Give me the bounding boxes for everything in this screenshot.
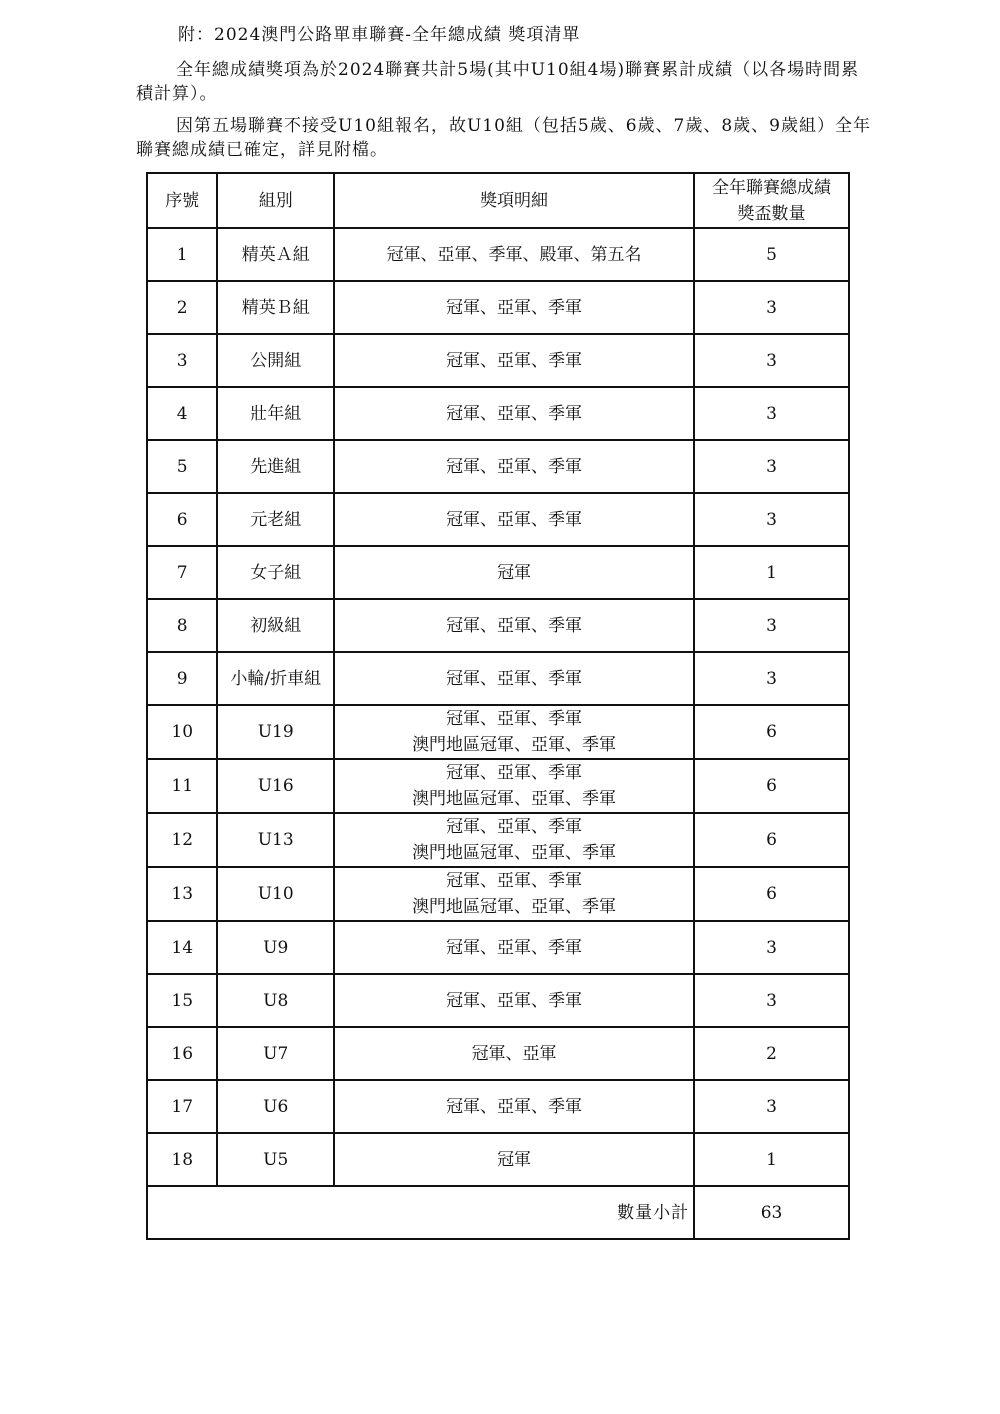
row-detail-line2: 澳門地區冠軍、亞軍、季軍 — [412, 735, 617, 755]
row-detail-line1: 冠軍、亞軍、季軍 — [446, 403, 583, 424]
row-group: 小輪/折車組 — [217, 652, 334, 705]
row-detail — [334, 705, 694, 759]
row-detail-line1: 冠軍、亞軍、季軍 — [446, 456, 583, 477]
row-group: 元老組 — [217, 493, 334, 546]
row-no: 10 — [147, 705, 217, 759]
header-count-line1: 全年聯賽總成績 — [712, 177, 832, 198]
row-count: 6 — [694, 759, 849, 813]
row-group: U13 — [217, 813, 334, 867]
row-detail-line2: 澳門地區冠軍、亞軍、季軍 — [412, 843, 617, 863]
row-no: 8 — [147, 599, 217, 652]
note-text: 因第五場聯賽不接受U10組報名，故U10組（包括5歲、6歲、7歲、8歲、9歲組）全年聯賽總成績已確定，詳見附檔。 — [136, 116, 871, 160]
row-count: 6 — [694, 867, 849, 921]
table-row — [147, 1133, 849, 1186]
row-no: 18 — [147, 1133, 217, 1186]
row-count: 3 — [694, 387, 849, 440]
row-group: 精英Ｂ組 — [217, 281, 334, 334]
row-no: 3 — [147, 334, 217, 387]
row-count: 6 — [694, 705, 849, 759]
document-title: 附：2024澳門公路單車聯賽-全年總成績 獎項清單 — [178, 25, 581, 45]
table-row — [147, 546, 849, 599]
table-row — [147, 387, 849, 440]
row-count: 5 — [694, 228, 849, 281]
awards-table — [146, 172, 850, 1240]
table-row — [147, 705, 849, 759]
row-detail — [334, 228, 694, 281]
row-count: 3 — [694, 921, 849, 974]
header-count — [694, 173, 849, 228]
row-detail-line2: 澳門地區冠軍、亞軍、季軍 — [412, 897, 617, 917]
table-body — [147, 228, 849, 1186]
row-detail — [334, 1080, 694, 1133]
intro-text: 全年總成績獎項為於2024聯賽共計5場(其中U10組4場)聯賽累計成績（以各場時間累積計算）。 — [136, 60, 860, 104]
row-no: 12 — [147, 813, 217, 867]
table-row — [147, 334, 849, 387]
table-row — [147, 228, 849, 281]
row-detail-line1: 冠軍、亞軍、季軍 — [446, 1096, 583, 1117]
row-detail-line1: 冠軍、亞軍、季軍 — [446, 990, 583, 1011]
row-detail-line1: 冠軍、亞軍、季軍 — [446, 350, 583, 371]
row-count: 3 — [694, 281, 849, 334]
row-detail — [334, 867, 694, 921]
row-no: 9 — [147, 652, 217, 705]
row-count: 3 — [694, 493, 849, 546]
row-group: U9 — [217, 921, 334, 974]
row-detail-line1: 冠軍、亞軍、季軍 — [446, 817, 583, 837]
row-no: 14 — [147, 921, 217, 974]
row-count: 3 — [694, 1080, 849, 1133]
row-count: 3 — [694, 334, 849, 387]
row-detail-line1: 冠軍、亞軍、季軍 — [446, 615, 583, 636]
row-group: U16 — [217, 759, 334, 813]
row-detail — [334, 493, 694, 546]
row-count: 2 — [694, 1027, 849, 1080]
row-detail — [334, 387, 694, 440]
table-row — [147, 867, 849, 921]
row-no: 13 — [147, 867, 217, 921]
row-no: 2 — [147, 281, 217, 334]
table-row — [147, 440, 849, 493]
row-detail — [334, 440, 694, 493]
header-count-line2: 獎盃數量 — [737, 203, 806, 224]
note-paragraph — [136, 114, 876, 162]
row-group: U8 — [217, 974, 334, 1027]
table-row — [147, 1027, 849, 1080]
row-detail — [334, 1027, 694, 1080]
row-no: 1 — [147, 228, 217, 281]
row-group: U19 — [217, 705, 334, 759]
row-count: 1 — [694, 546, 849, 599]
row-detail-line1: 冠軍、亞軍 — [471, 1043, 557, 1064]
row-detail-line1: 冠軍 — [497, 562, 532, 583]
row-no: 5 — [147, 440, 217, 493]
header-detail: 獎項明細 — [334, 173, 694, 228]
row-no: 4 — [147, 387, 217, 440]
row-count: 6 — [694, 813, 849, 867]
table-row — [147, 813, 849, 867]
row-count: 3 — [694, 440, 849, 493]
row-detail — [334, 599, 694, 652]
table-row — [147, 493, 849, 546]
row-no: 7 — [147, 546, 217, 599]
row-detail-line1: 冠軍、亞軍、季軍、殿軍、第五名 — [386, 244, 642, 265]
table-row — [147, 1080, 849, 1133]
row-no: 16 — [147, 1027, 217, 1080]
row-group: 公開組 — [217, 334, 334, 387]
row-count: 1 — [694, 1133, 849, 1186]
row-detail-line1: 冠軍、亞軍、季軍 — [446, 709, 583, 729]
row-group: 先進組 — [217, 440, 334, 493]
row-detail-line1: 冠軍、亞軍、季軍 — [446, 509, 583, 530]
row-count: 3 — [694, 652, 849, 705]
row-detail — [334, 281, 694, 334]
row-detail-line2: 澳門地區冠軍、亞軍、季軍 — [412, 789, 617, 809]
row-no: 11 — [147, 759, 217, 813]
row-count: 3 — [694, 974, 849, 1027]
row-detail-line1: 冠軍、亞軍、季軍 — [446, 763, 583, 783]
row-detail — [334, 974, 694, 1027]
row-group: 精英Ａ組 — [217, 228, 334, 281]
row-no: 17 — [147, 1080, 217, 1133]
row-detail-line1: 冠軍、亞軍、季軍 — [446, 937, 583, 958]
row-group: U6 — [217, 1080, 334, 1133]
subtotal-label: 數量小計 — [147, 1186, 694, 1239]
row-group: U7 — [217, 1027, 334, 1080]
subtotal-value: 63 — [694, 1186, 849, 1239]
row-no: 15 — [147, 974, 217, 1027]
row-detail — [334, 813, 694, 867]
row-no: 6 — [147, 493, 217, 546]
row-detail-line1: 冠軍、亞軍、季軍 — [446, 668, 583, 689]
row-group: 壯年組 — [217, 387, 334, 440]
row-detail — [334, 921, 694, 974]
row-detail — [334, 546, 694, 599]
row-detail-line1: 冠軍、亞軍、季軍 — [446, 871, 583, 891]
header-group: 組別 — [217, 173, 334, 228]
intro-paragraph — [136, 58, 876, 106]
header-no: 序號 — [147, 173, 217, 228]
row-detail — [334, 334, 694, 387]
row-group: U10 — [217, 867, 334, 921]
row-group: 女子組 — [217, 546, 334, 599]
subtotal-row — [147, 1186, 849, 1239]
table-row — [147, 599, 849, 652]
row-detail-line1: 冠軍 — [497, 1149, 532, 1170]
row-detail — [334, 652, 694, 705]
table-header-row — [147, 173, 849, 228]
row-group: 初級組 — [217, 599, 334, 652]
table-row — [147, 652, 849, 705]
row-detail — [334, 759, 694, 813]
row-group: U5 — [217, 1133, 334, 1186]
row-detail-line1: 冠軍、亞軍、季軍 — [446, 297, 583, 318]
row-count: 3 — [694, 599, 849, 652]
table-row — [147, 921, 849, 974]
table-row — [147, 281, 849, 334]
row-detail — [334, 1133, 694, 1186]
table-row — [147, 759, 849, 813]
table-row — [147, 974, 849, 1027]
